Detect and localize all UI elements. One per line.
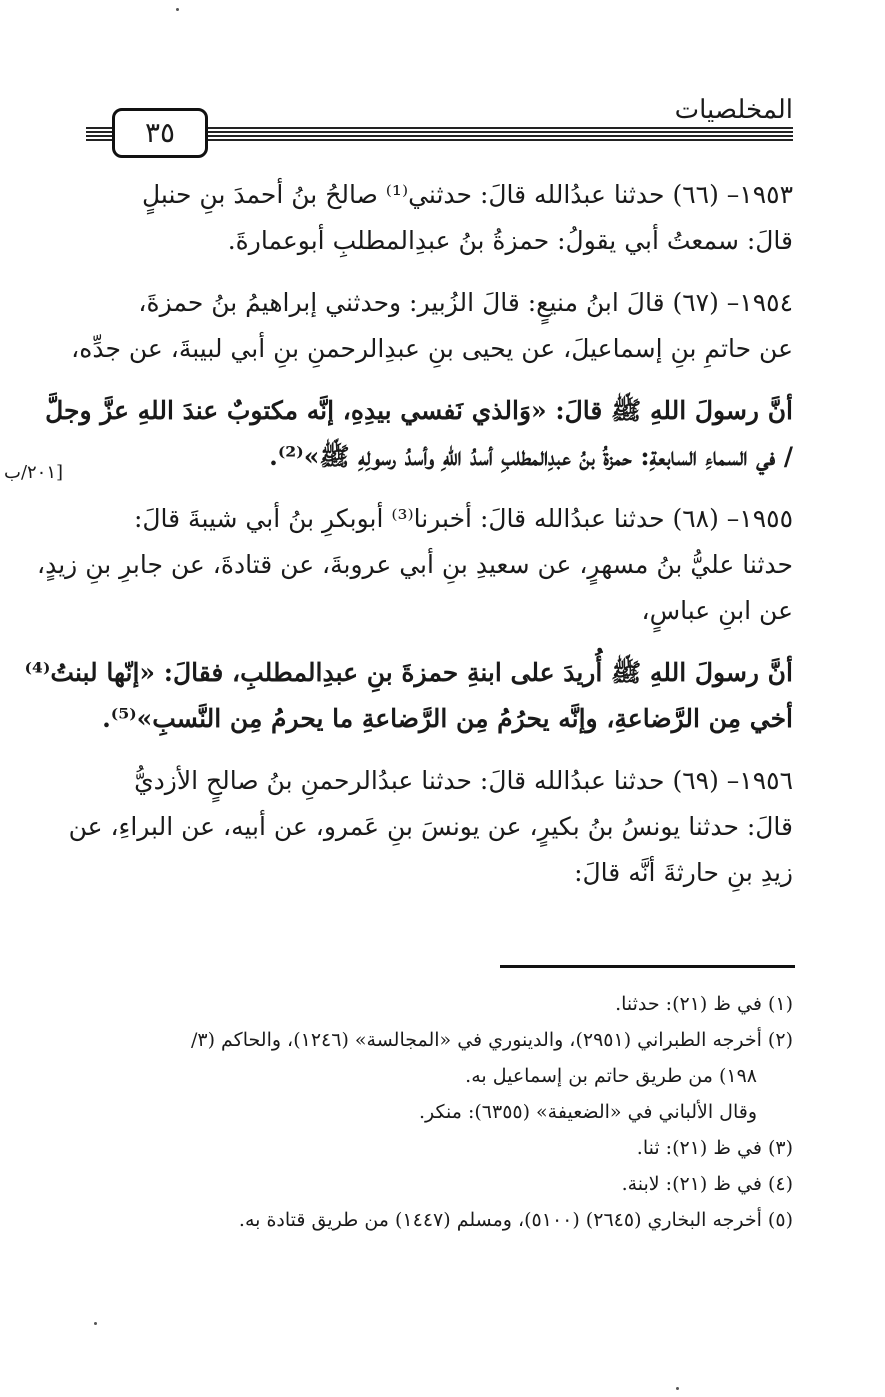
text-line: عن حاتمِ بنِ إسماعيلَ، عن يحيى بنِ عبدِالرحمنِ بنِ أبي لبيبةَ، عن جدِّه، — [71, 334, 793, 363]
footnote: (٥) أخرجه البخاري (٢٦٤٥) (٥١٠٠)، ومسلم (١٤٤٧) من طريق قتادة به. — [238, 1209, 793, 1231]
text-line: حدثنا عليُّ بنُ مسهرٍ، عن سعيدِ بنِ أبي عروبةَ، عن قتادةَ، عن جابرِ بنِ زيدٍ، — [37, 550, 793, 579]
text-line: عن ابنِ عباسٍ، — [641, 596, 793, 625]
text-line: أنَّ رسولَ اللهِ ﷺ قالَ: «وَالذي نَفسي بيدِهِ، إنَّه مكتوبٌ عندَ اللهِ عزَّ وجلَّ — [45, 396, 793, 425]
text-line: قالَ: حدثنا يونسُ بنُ بكيرٍ، عن يونسَ بنِ عَمرو، عن أبيه، عن البراءِ، عن — [68, 812, 793, 841]
footnote-continuation: ١٩٨) من طريق حاتم بن إسماعيل به. — [465, 1065, 757, 1087]
page-header — [0, 0, 885, 160]
text-line: ١٩٥٣– (٦٦) حدثنا عبدُالله قالَ: حدثني⁽¹⁾ صالحُ بنُ أحمدَ بنِ حنبلٍ — [142, 180, 793, 209]
hadith-1955-matn — [24, 650, 793, 742]
text-line: أخي مِن الرَّضاعةِ، وإنَّه يحرُمُ مِن الرَّضاعةِ ما يحرمُ مِن النَّسبِ»⁽⁵⁾. — [102, 704, 793, 733]
footnote: (٣) في ظ (٢١): ثنا. — [636, 1137, 793, 1159]
page-number: ٣٥ — [112, 108, 208, 158]
scan-speck — [176, 8, 179, 11]
manuscript-folio-note: [٢٠١/ب — [4, 462, 64, 483]
text-line: قالَ: سمعتُ أبي يقولُ: حمزةُ بنُ عبدِالمطلبِ أبوعمارةَ. — [227, 226, 793, 255]
text-line: أنَّ رسولَ اللهِ ﷺ أُريدَ على ابنةِ حمزةَ بنِ عبدِالمطلبِ، فقالَ: «إنّها لبنتُ⁽⁴⁾ — [24, 658, 793, 687]
hadith-1956-isnad — [68, 758, 793, 896]
hadith-1954-isnad — [71, 280, 793, 372]
text-line: زيدِ بنِ حارثةَ أنَّه قالَ: — [574, 858, 793, 887]
footnote-continuation: وقال الألباني في «الضعيفة» (٦٣٥٥): منكر. — [419, 1101, 757, 1123]
footnote: (١) في ظ (٢١): حدثنا. — [615, 993, 793, 1015]
text-line: / في السماءِ السابعةِ: حمزةُ بنُ عبدِالمطلبِ أسدُ اللهِ وأسدُ رسولِهِ ﷺ»⁽²⁾. — [269, 442, 793, 471]
running-title: المخلصيات — [674, 95, 793, 125]
text-line: ١٩٥٦– (٦٩) حدثنا عبدُالله قالَ: حدثنا عبدُالرحمنِ بنُ صالحٍ الأزديُّ — [134, 766, 793, 795]
footnotes — [120, 986, 793, 1238]
text-line: ١٩٥٤– (٦٧) قالَ ابنُ منيعٍ: قالَ الزُبير: وحدثني إبراهيمُ بنُ حمزةَ، — [138, 288, 793, 317]
footnote-separator — [500, 965, 795, 968]
hadith-1955-isnad — [37, 496, 793, 634]
scan-speck — [94, 1322, 97, 1325]
text-line: ١٩٥٥– (٦٨) حدثنا عبدُالله قالَ: أخبرنا⁽³⁾ أبوبكرِ بنُ أبي شيبةَ قالَ: — [133, 504, 793, 533]
scan-speck — [676, 1387, 679, 1390]
footnote: (٢) أخرجه الطبراني (٢٩٥١)، والدينوري في «المجالسة» (١٢٤٦)، والحاكم (٣/ — [190, 1029, 793, 1051]
hadith-1954-matn — [45, 388, 793, 480]
hadith-1953-isnad — [86, 172, 793, 264]
footnote: (٤) في ظ (٢١): لابنة. — [621, 1173, 793, 1195]
